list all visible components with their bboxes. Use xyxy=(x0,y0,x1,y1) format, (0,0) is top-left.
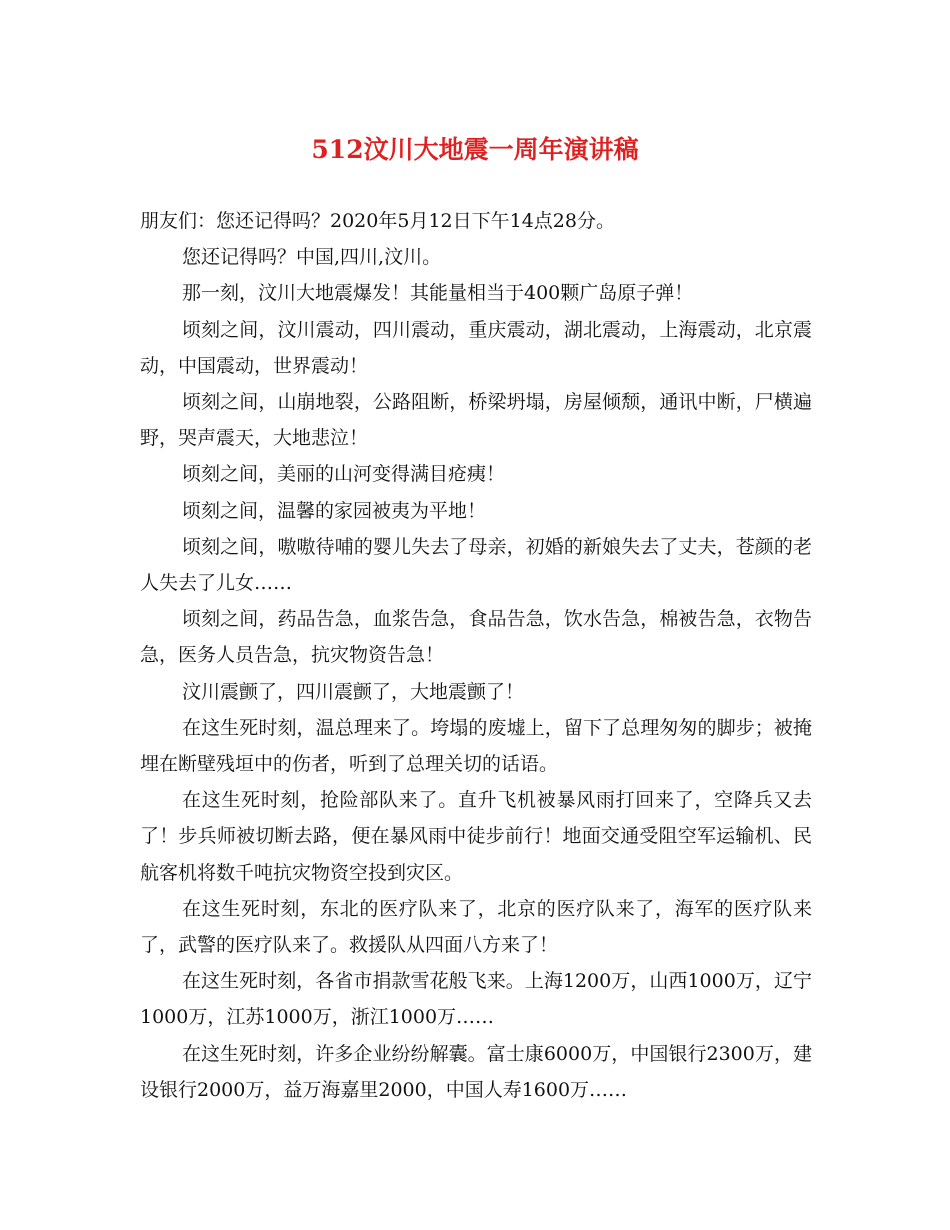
paragraph: 顷刻之间，温馨的家园被夷为平地！ xyxy=(182,499,487,522)
document-title: 512汶川大地震一周年演讲稿 xyxy=(311,135,639,164)
paragraph: 顷刻之间，山崩地裂，公路阻断，桥梁坍塌，房屋倾颓，通讯中断，尸横遍野，哭声震天，大地悲泣！ xyxy=(140,391,812,450)
document-body xyxy=(140,203,812,1108)
paragraph: 在这生死时刻，抢险部队来了。直升飞机被暴风雨打回来了，空降兵又去了！步兵师被切断去路，便在暴风雨中徒步前行！地面交通受阻空军运输机、民航客机将数千吨抗灾物资空投到灾区。 xyxy=(140,789,812,884)
paragraph: 您还记得吗？中国,四川,汶川。 xyxy=(182,246,442,269)
paragraph: 在这生死时刻，各省市捐款雪花般飞来。上海1200万，山西1000万，辽宁1000万，江苏1000万，浙江1000万…… xyxy=(140,970,812,1029)
paragraph: 顷刻之间，嗷嗷待哺的婴儿失去了母亲，初婚的新娘失去了丈夫，苍颜的老人失去了儿女…… xyxy=(140,535,812,595)
paragraph: 顷刻之间，药品告急，血浆告急，食品告急，饮水告急，棉被告急，衣物告急，医务人员告急，抗灾物资告急！ xyxy=(140,608,812,667)
paragraph: 朋友们：您还记得吗？2020年5月12日下午14点28分。 xyxy=(140,210,615,232)
paragraph: 那一刻，汶川大地震爆发！其能量相当于400颗广岛原子弹！ xyxy=(182,282,694,305)
paragraph: 汶川震颤了，四川震颤了，大地震颤了！ xyxy=(182,680,525,703)
paragraph: 顷刻之间，美丽的山河变得满目疮痍！ xyxy=(182,463,506,486)
paragraph: 在这生死时刻，许多企业纷纷解囊。富士康6000万，中国银行2300万，建设银行2000万，益万海嘉里2000，中国人寿1600万…… xyxy=(140,1042,812,1101)
paragraph: 顷刻之间，汶川震动，四川震动，重庆震动，湖北震动，上海震动，北京震动，中国震动，世界震动！ xyxy=(140,318,812,377)
paragraph: 在这生死时刻，温总理来了。垮塌的废墟上，留下了总理匆匆的脚步；被掩埋在断壁残垣中的伤者，听到了总理关切的话语。 xyxy=(140,716,812,776)
paragraph: 在这生死时刻，东北的医疗队来了，北京的医疗队来了，海军的医疗队来了，武警的医疗队来了。救援队从四面八方来了！ xyxy=(140,897,812,957)
